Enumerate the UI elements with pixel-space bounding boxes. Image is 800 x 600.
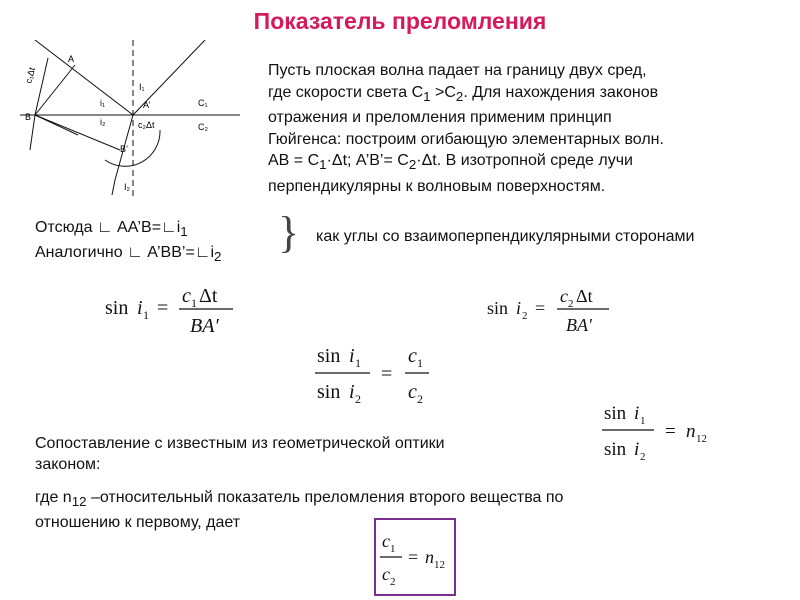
svg-text:c: c: [382, 564, 390, 584]
angles-note: как углы со взаимоперпендикулярными сторонами: [316, 228, 695, 245]
formula-sin-i1: [105, 280, 250, 340]
intro-line-2: где скорости света $С_1 >С_2$. Для нахождения законов: [268, 83, 659, 104]
intro-line-6: перпендикулярны к волновым поверхностям.: [268, 177, 606, 195]
ray-B-prime-down: [112, 180, 115, 195]
svg-text:sin: sin: [105, 297, 129, 319]
diagram-label-I1: I₁: [139, 82, 145, 92]
where-line-2: отношению к первому, дает: [35, 514, 241, 532]
intro-line-3: отражения и преломления применим принцип: [268, 109, 612, 127]
svg-text:sin: sin: [317, 345, 341, 367]
svg-text:12: 12: [696, 433, 707, 445]
diagram-label-B: B: [25, 112, 32, 122]
slide-title: Показатель преломления: [253, 8, 547, 34]
diagram-label-B-prime: B’: [120, 144, 129, 154]
diagram-label-c2dt: c₂Δt: [138, 120, 155, 130]
diagram-label-i1: i₁: [100, 98, 106, 108]
svg-text:1: 1: [191, 296, 197, 310]
intro-paragraph: [268, 60, 788, 197]
svg-text:=: =: [408, 547, 419, 567]
svg-text:1: 1: [417, 356, 423, 370]
comparison-text: [35, 433, 555, 475]
where-line-1: где $n_{12}$ –относительный показатель преломления второго вещества по: [35, 489, 564, 510]
diagram-label-c1dt: c₁Δt: [23, 66, 38, 85]
diagram-label-I2: I₂: [124, 182, 130, 192]
svg-text:12: 12: [434, 559, 445, 571]
formula-sin-i2: [487, 282, 627, 340]
diagram-label-A-prime: A’: [143, 100, 151, 110]
diagram-label-A: A: [68, 54, 75, 64]
svg-text:c: c: [182, 285, 191, 307]
huygens-diagram: [20, 40, 240, 200]
svg-text:i: i: [349, 381, 355, 403]
svg-text:BA′: BA′: [566, 315, 592, 335]
svg-text:c: c: [382, 531, 390, 551]
svg-text:BA′: BA′: [190, 315, 219, 337]
diagram-label-C1: C₁: [198, 98, 208, 108]
svg-text:2: 2: [417, 392, 423, 406]
svg-text:sin: sin: [487, 298, 509, 318]
svg-text:2: 2: [568, 298, 574, 310]
angle-line-1: Отсюда ∟ $АА’В=∟i_1$: [35, 219, 188, 240]
svg-text:i: i: [634, 403, 640, 424]
svg-text:=: =: [535, 298, 546, 318]
svg-text:c: c: [560, 286, 568, 306]
svg-text:2: 2: [640, 451, 646, 463]
svg-text:sin: sin: [604, 403, 627, 424]
incident-ray-1: [35, 40, 133, 115]
svg-text:n: n: [425, 547, 434, 567]
formula-final: [376, 520, 454, 594]
svg-text:1: 1: [390, 543, 396, 555]
svg-text:=: =: [665, 421, 676, 442]
intro-line-4: Гюйгенса: построим огибающую элементарных волн.: [268, 130, 664, 148]
svg-text:i: i: [137, 297, 143, 319]
svg-text:=: =: [157, 297, 169, 319]
final-formula-box: [374, 518, 456, 596]
svg-text:1: 1: [143, 308, 149, 322]
svg-text:Δt: Δt: [576, 286, 593, 306]
svg-text:Δt: Δt: [199, 285, 218, 307]
formula-snell: [602, 398, 732, 468]
svg-text:i: i: [349, 345, 355, 367]
angle-line-2: Аналогично ∟ $А’ВВ’=∟i_2$: [35, 244, 222, 265]
svg-text:2: 2: [355, 392, 361, 406]
wavefront-AB-prime: [35, 115, 120, 150]
angle-derivation: [35, 217, 221, 267]
svg-text:=: =: [381, 363, 393, 385]
derivation-brace: }: [278, 208, 300, 257]
diagram-label-i2: i₂: [100, 117, 106, 127]
svg-text:2: 2: [522, 310, 528, 322]
svg-text:i: i: [634, 439, 640, 460]
svg-text:i: i: [516, 298, 522, 318]
comparison-line-1: Сопоставление с известным из геометрической оптики: [35, 435, 445, 452]
comparison-line-2: законом:: [35, 456, 101, 473]
svg-text:sin: sin: [604, 439, 627, 460]
intro-line-5: АВ = $С_1\cdot\Delta t$; А’В’= $С_2\cdot\Delta t$. В изотропной среде лучи: [268, 152, 633, 173]
svg-text:n: n: [686, 421, 696, 442]
svg-text:1: 1: [355, 356, 361, 370]
svg-text:c: c: [408, 345, 417, 367]
svg-text:c: c: [408, 381, 417, 403]
ray-B: [35, 115, 78, 135]
formula-ratio: [315, 340, 440, 412]
diagram-label-C2: C₂: [198, 122, 208, 132]
svg-text:2: 2: [390, 576, 396, 588]
svg-text:1: 1: [640, 415, 646, 427]
intro-line-1: Пусть плоская волна падает на границу двух сред,: [268, 62, 647, 79]
svg-text:sin: sin: [317, 381, 341, 403]
